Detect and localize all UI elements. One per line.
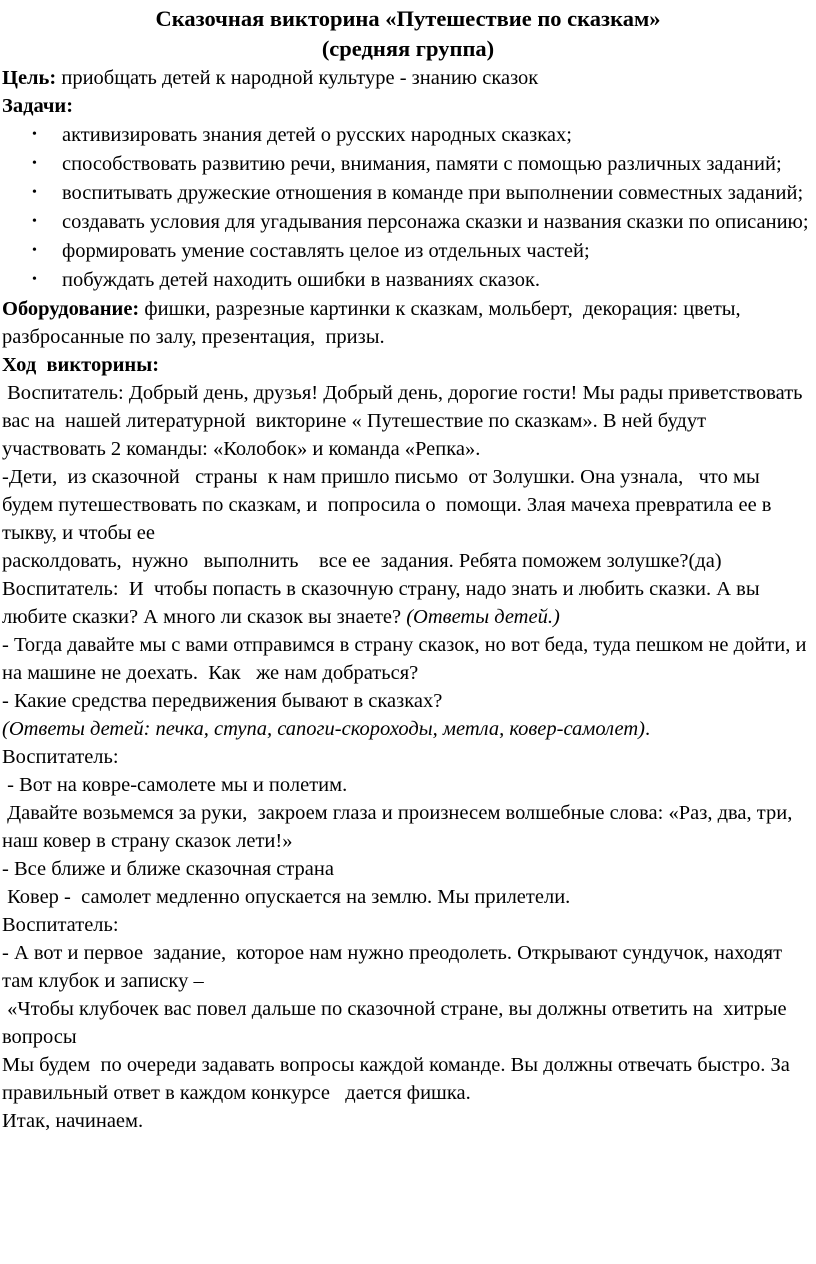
equipment-paragraph — [2, 295, 814, 351]
bullet-icon: • — [32, 272, 37, 287]
body-paragraph: Воспитатель: Добрый день, друзья! Добрый день, дорогие гости! Мы рады приветствовать вас на нашей литературной викторине « Путешествие по сказкам». В ней будут участвовать 2 команды: «Колобок» и команда «Репка». — [2, 382, 808, 460]
list-item — [2, 121, 814, 149]
bullet-icon: • — [32, 127, 37, 142]
body-paragraph: Давайте возьмемся за руки, закроем глаза и произнесем волшебные слова: «Раз, два, три, наш ковер в страну сказок лети!» — [2, 802, 798, 852]
bullet-icon: • — [32, 185, 37, 200]
tasks-label: Задачи: — [2, 95, 74, 117]
body-paragraph: - А вот и первое задание, которое нам нужно преодолеть. Открывают сундучок, находят там клубок и записку – — [2, 942, 788, 992]
bullet-icon: • — [32, 156, 37, 171]
bullet-icon: • — [32, 214, 37, 229]
tasks-heading — [2, 92, 814, 120]
list-item-text: формировать умение составлять целое из отдельных частей; — [62, 240, 590, 262]
list-item-text: активизировать знания детей о русских народных сказках; — [62, 124, 572, 146]
body-paragraph: Воспитатель: — [2, 914, 119, 936]
list-item-text: побуждать детей находить ошибки в названиях сказок. — [62, 269, 541, 291]
body-text: Воспитатель: И чтобы попасть в сказочную страну, надо знать и любить сказки. А вы любите сказки? А много ли сказок вы знаете? — [2, 578, 765, 628]
goal-label: Цель: — [2, 67, 57, 89]
body-paragraph: Ковер - самолет медленно опускается на землю. Мы прилетели. — [2, 886, 571, 908]
body-paragraph — [2, 575, 814, 631]
title-line-1: Сказочная викторина «Путешествие по сказкам» — [155, 6, 661, 31]
body-text: . — [645, 718, 651, 740]
body-paragraph: - Все ближе и ближе сказочная страна — [2, 858, 334, 880]
body-italic-note: (Ответы детей: печка, ступа, сапоги-скороходы, метла, ковер-самолет) — [2, 718, 646, 740]
body-paragraph: расколдовать, нужно выполнить все ее задания. Ребята поможем золушке?(да) — [2, 550, 722, 572]
document-title — [2, 4, 814, 64]
title-line-2: (средняя группа) — [321, 36, 495, 61]
equipment-text: фишки, разрезные картинки к сказкам, мольберт, декорация: цветы, разбросанные по залу, презентация, призы. — [2, 298, 751, 348]
list-item — [2, 179, 814, 207]
body-paragraph: Воспитатель: — [2, 746, 119, 768]
body-paragraph: - Вот на ковре-самолете мы и полетим. — [2, 774, 348, 796]
body-paragraph — [2, 715, 814, 743]
list-item-text: воспитывать дружеские отношения в команде при выполнении совместных заданий; — [62, 182, 804, 204]
bullet-icon: • — [32, 243, 37, 258]
list-item — [2, 237, 814, 265]
body-paragraph: -Дети, из сказочной страны к нам пришло письмо от Золушки. Она узнала, что мы будем путешествовать по сказкам, и попросила о помощи. Злая мачеха превратила ее в тыкву, и чтобы ее — [2, 466, 777, 544]
course-heading — [2, 351, 814, 379]
equipment-label: Оборудование: — [2, 298, 140, 320]
goal-paragraph — [2, 64, 814, 92]
course-label: Ход викторины: — [2, 354, 160, 376]
body-paragraph: Мы будем по очереди задавать вопросы каждой команде. Вы должны отвечать быстро. За правильный ответ в каждом конкурсе дается фишка. — [2, 1054, 796, 1104]
goal-text: приобщать детей к народной культуре - знанию сказок — [56, 67, 539, 89]
list-item-text: способствовать развитию речи, внимания, памяти с помощью различных заданий; — [62, 153, 782, 175]
body-italic-note: (Ответы детей.) — [406, 606, 560, 628]
body-paragraph: - Тогда давайте мы с вами отправимся в страну сказок, но вот беда, туда пешком не дойти, и на машине не доехать. Как же нам добраться? — [2, 634, 812, 684]
tasks-list — [2, 121, 814, 294]
body-paragraph: «Чтобы клубочек вас повел дальше по сказочной стране, вы должны ответить на хитрые вопросы — [2, 998, 792, 1048]
body-paragraph: - Какие средства передвижения бывают в сказках? — [2, 690, 443, 712]
list-item-text: создавать условия для угадывания персонажа сказки и названия сказки по описанию; — [62, 211, 809, 233]
list-item — [2, 208, 814, 236]
body-paragraph: Итак, начинаем. — [2, 1110, 144, 1132]
list-item — [2, 150, 814, 178]
list-item — [2, 266, 814, 294]
